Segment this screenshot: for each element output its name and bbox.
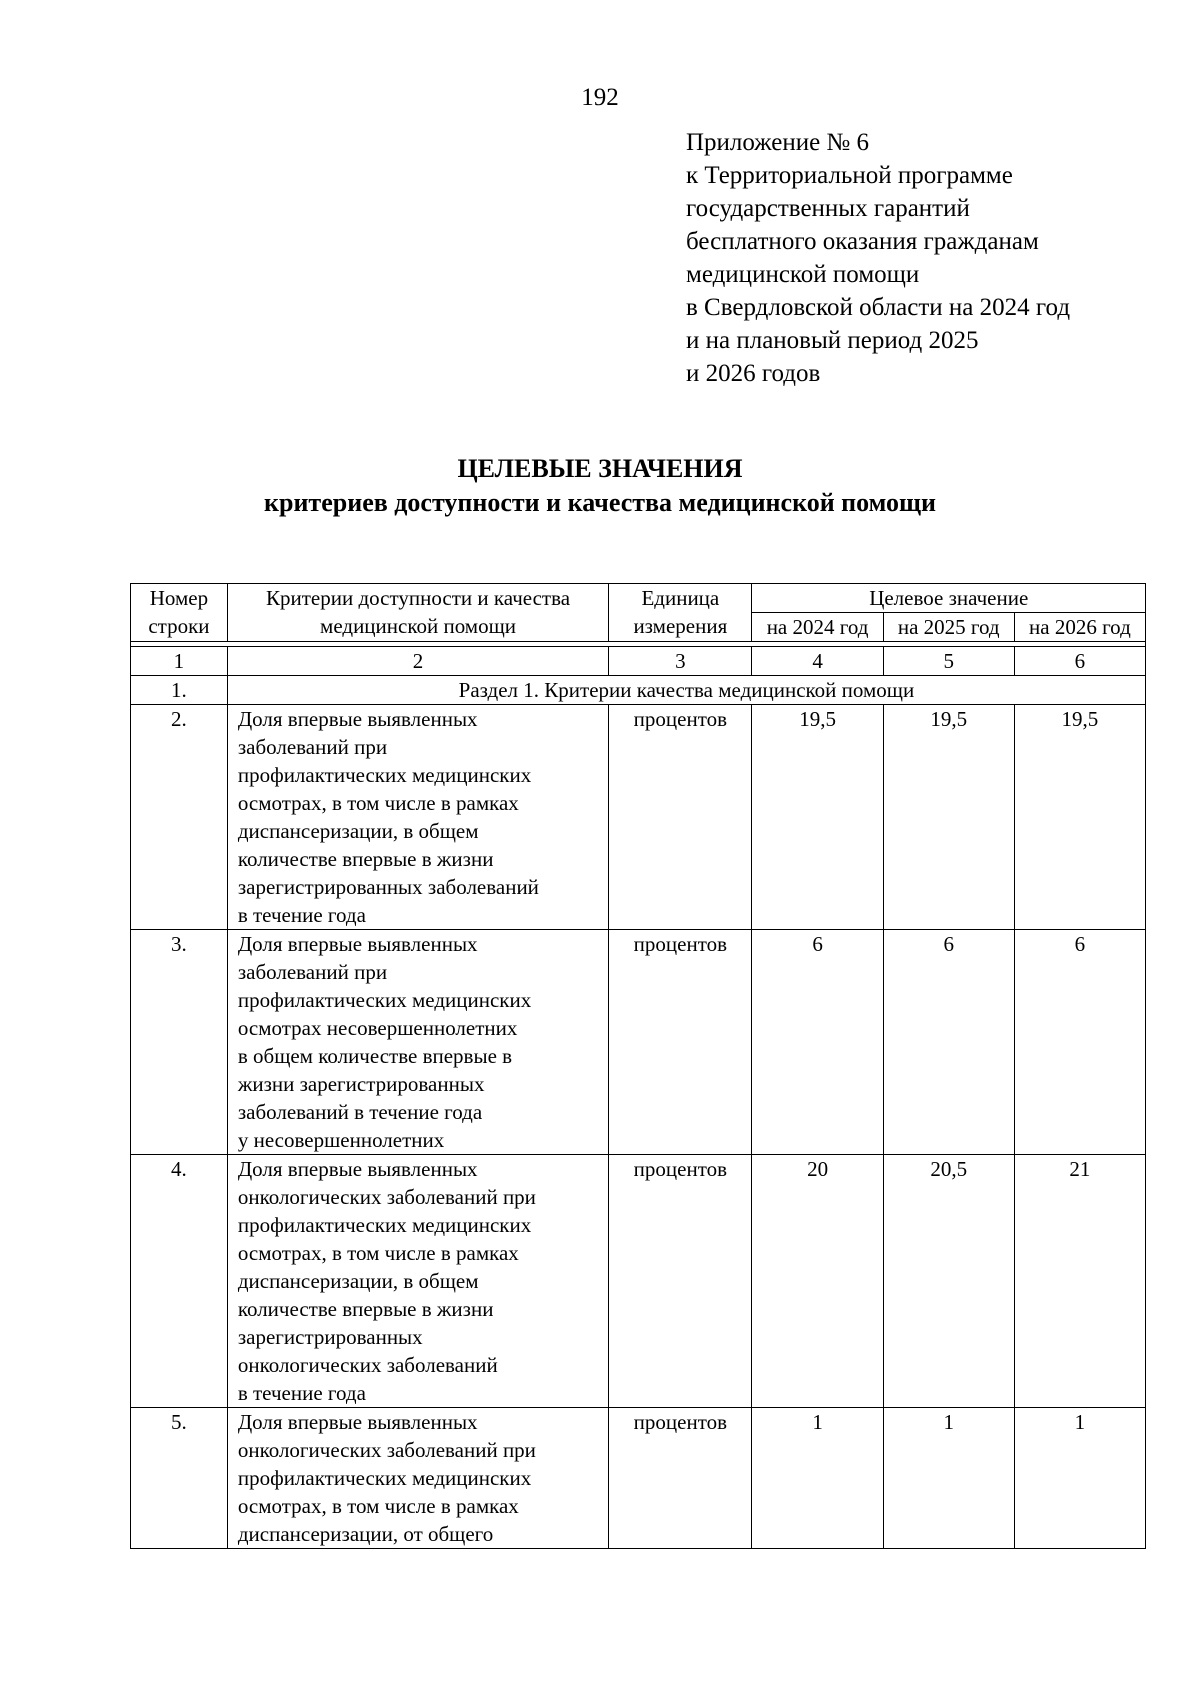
header-year-2025: на 2025 год [883,613,1014,642]
header-unit: Единица измерения [609,584,752,642]
page-number: 192 [581,84,619,111]
row-criterion: Доля впервые выявленных заболеваний при профилактических медицинских осмотрах, в том числе в рамках диспансеризации, в общем количестве впервые в жизни зарегистрированных заболеваний в течение года [227,705,608,930]
row-unit: процентов [609,705,752,930]
row-value-2024: 20 [752,1155,883,1408]
appendix-line: бесплатного оказания гражданам [686,228,1039,255]
column-number: 4 [752,647,883,676]
header-criteria: Критерии доступности и качества медицинской помощи [227,584,608,642]
appendix-line: медицинской помощи [686,261,920,288]
table-row [131,1408,1146,1549]
appendix-line: в Свердловской области на 2024 год [686,294,1071,321]
row-value-2025: 1 [883,1408,1014,1549]
appendix-line: и 2026 годов [686,360,821,387]
row-value-2026: 1 [1014,1408,1145,1549]
table-row [131,1155,1146,1408]
column-number: 5 [883,647,1014,676]
row-value-2025: 20,5 [883,1155,1014,1408]
row-criterion: Доля впервые выявленных заболеваний при профилактических медицинских осмотрах несовершеннолетних в общем количестве впервые в жизни зарегистрированных заболеваний в течение года у несовершеннолетних [227,930,608,1155]
row-value-2024: 19,5 [752,705,883,930]
row-number: 2. [131,705,228,930]
row-value-2024: 6 [752,930,883,1155]
row-value-2024: 1 [752,1408,883,1549]
row-value-2025: 6 [883,930,1014,1155]
column-number: 2 [227,647,608,676]
column-number: 3 [609,647,752,676]
column-number: 1 [131,647,228,676]
row-number: 5. [131,1408,228,1549]
table-header-row [131,584,1146,613]
appendix-line: и на плановый период 2025 [686,327,979,354]
column-numbers-row [131,647,1146,676]
appendix-line: Приложение № 6 [686,129,870,156]
section-title: Раздел 1. Критерии качества медицинской помощи [227,676,1145,705]
row-value-2025: 19,5 [883,705,1014,930]
table-row [131,705,1146,930]
header-target-value: Целевое значение [752,584,1146,613]
table-row [131,930,1146,1155]
header-year-2026: на 2026 год [1014,613,1145,642]
row-unit: процентов [609,930,752,1155]
row-value-2026: 21 [1014,1155,1145,1408]
row-value-2026: 19,5 [1014,705,1145,930]
row-criterion: Доля впервые выявленных онкологических заболеваний при профилактических медицинских осмотрах, в том числе в рамках диспансеризации, в общем количестве впервые в жизни зарегистрированных онкологических заболеваний в течение года [227,1155,608,1408]
row-number: 4. [131,1155,228,1408]
section-number: 1. [131,676,228,705]
appendix-line: государственных гарантий [686,195,970,222]
header-year-2024: на 2024 год [752,613,883,642]
column-number: 6 [1014,647,1145,676]
appendix-block [686,126,1166,390]
row-number: 3. [131,930,228,1155]
appendix-line: к Территориальной программе [686,162,1013,189]
document-title: ЦЕЛЕВЫЕ ЗНАЧЕНИЯ [457,454,743,483]
row-value-2026: 6 [1014,930,1145,1155]
row-unit: процентов [609,1408,752,1549]
document-subtitle: критериев доступности и качества медицинской помощи [264,488,936,517]
criteria-table [130,583,1146,1549]
header-row-number: Номер строки [131,584,228,642]
row-unit: процентов [609,1155,752,1408]
section-row [131,676,1146,705]
row-criterion: Доля впервые выявленных онкологических заболеваний при профилактических медицинских осмотрах, в том числе в рамках диспансеризации, от общего [227,1408,608,1549]
